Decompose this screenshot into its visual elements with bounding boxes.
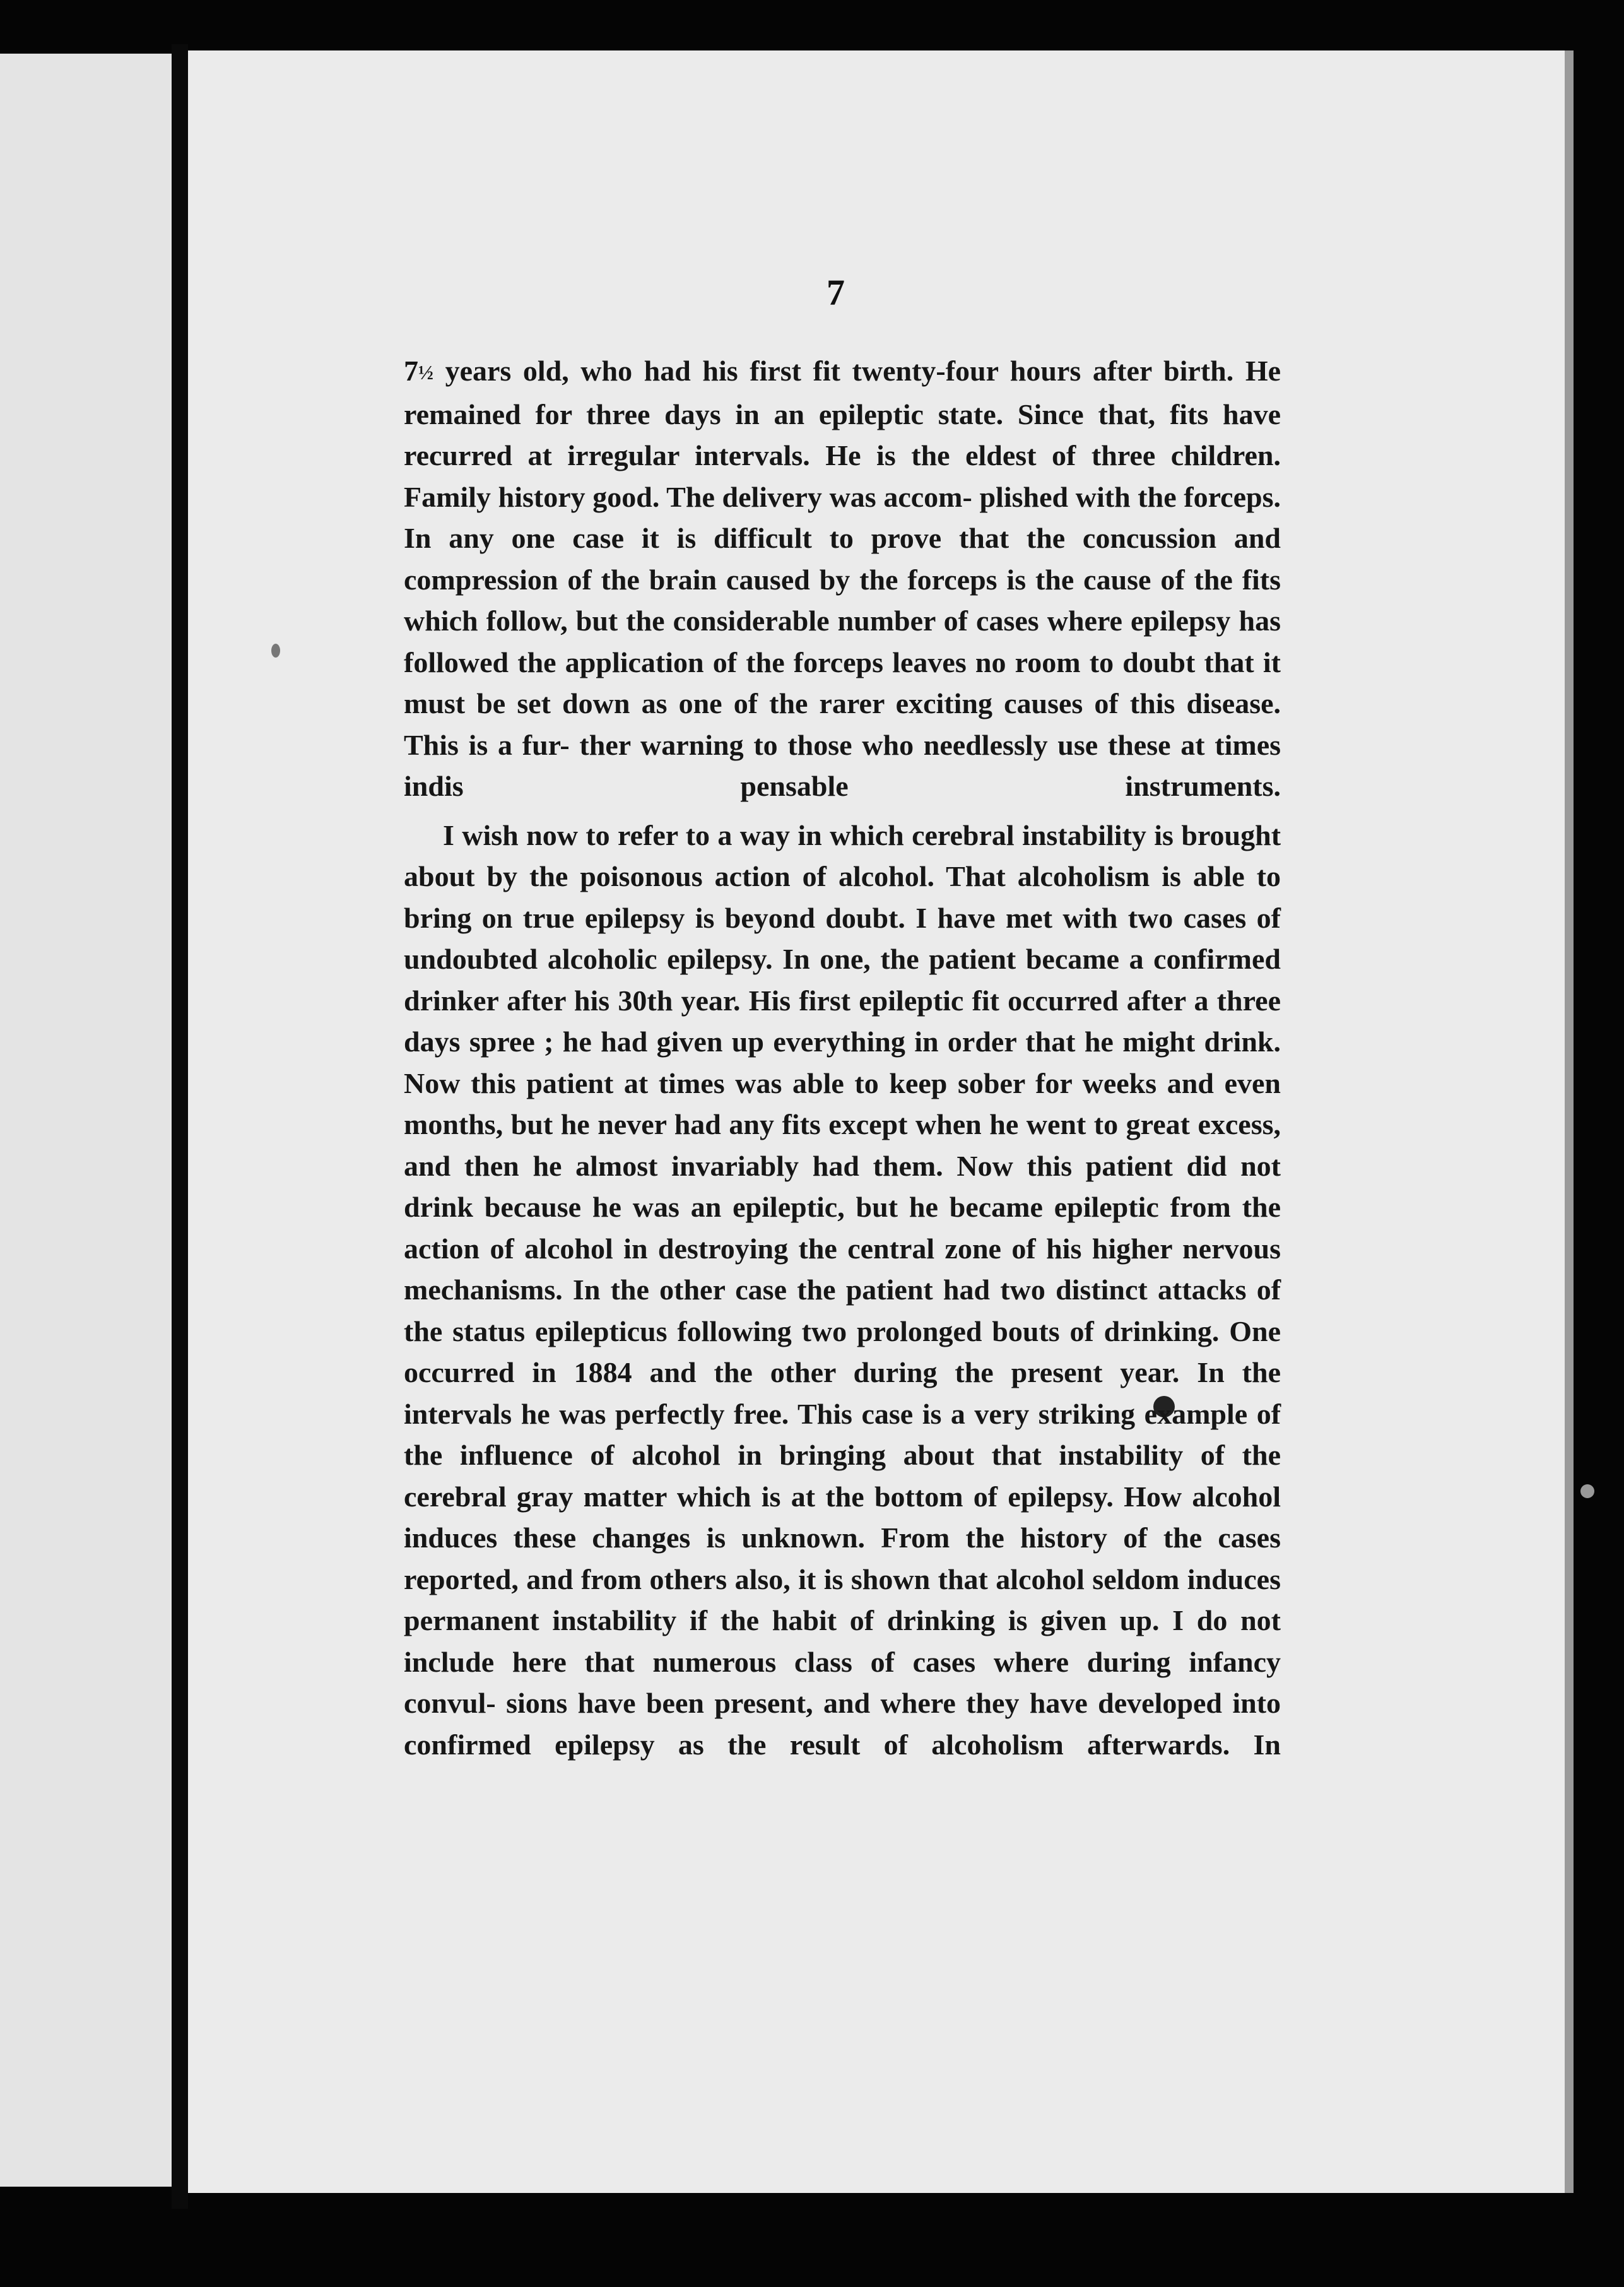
page-edge-shadow <box>1565 50 1574 2193</box>
text-line: is unknown. From the history of the cases reported, and from <box>404 1522 1281 1595</box>
text-line: that the concussion and compression of the brain caused by the <box>404 522 1281 596</box>
text-line: fits have recurred at irregular intervals. He is the eldest of <box>404 398 1281 471</box>
text-line: ther warning to those who needlessly use these at times indis <box>404 728 1281 802</box>
text-line: three children. Family history good. The delivery was accom- <box>404 439 1281 513</box>
text-line: others also, it is shown that alcohol seldom induces permanent <box>404 1563 1281 1636</box>
text-line: he never had any fits except when he went to great excess, and <box>404 1108 1281 1182</box>
text-line: number of cases where epilepsy has followed the application of <box>404 605 1281 678</box>
text-line: distinct attacks of the status epilepticus following two prolonged <box>404 1274 1281 1347</box>
page-number: 7 <box>827 272 845 313</box>
text-line: bringing about that instability of the cerebral gray matter which <box>404 1439 1281 1513</box>
text-line: up everything in order that he might drink. Now this patient <box>404 1025 1281 1099</box>
text-line: at times was able to keep sober for weeks and even months, but <box>404 1067 1281 1140</box>
text-line: brought about by the poisonous action of alcohol. That alcoholism <box>404 818 1281 892</box>
text-line: the forceps leaves no room to doubt that it must be set down as <box>404 646 1281 719</box>
text-line: plished with the forceps. In any one case it is difficult to prove <box>404 480 1281 554</box>
text-line: He remained for three days in an epileptic state. Since that, <box>404 355 1281 430</box>
text-line: is able to bring on true epilepsy is beyond doubt. I have met <box>404 860 1281 934</box>
book-binding-gutter <box>172 44 188 2209</box>
text-line: instability if the habit of drinking is given up. I do not include <box>404 1604 1281 1678</box>
paragraph <box>404 815 1281 1766</box>
text-line: nervous mechanisms. In the other case the patient had two <box>404 1232 1281 1306</box>
text-line: here that numerous class of cases where during infancy convul- <box>404 1645 1281 1719</box>
text-line: is at the bottom of epilepsy. How alcohol induces these changes <box>404 1480 1281 1554</box>
text-line: confirmed epilepsy as the result of alcoholism afterwards. In <box>404 1728 1281 1761</box>
text-line: forceps is the cause of the fits which follow, but the considerable <box>404 563 1281 637</box>
text-line: case is a very striking example of the influence of alcohol in <box>404 1397 1281 1471</box>
page-body-text <box>404 350 1281 1765</box>
text-line: the present year. In the intervals he was perfectly free. This <box>404 1356 1281 1430</box>
text-line: sions have been present, and where they have developed into <box>506 1687 1281 1719</box>
text-line: then he almost invariably had them. Now this patient did not <box>464 1149 1281 1182</box>
fraction-half: ½ <box>418 361 433 384</box>
text-line: 7 <box>404 355 418 387</box>
text-line: the action of alcohol in destroying the central zone of his higher <box>404 1191 1281 1265</box>
scan-speck <box>1580 1484 1594 1498</box>
text-line: with two cases of undoubted alcoholic epilepsy. In one, the <box>404 901 1281 975</box>
text-line: pensable instruments. <box>740 770 1281 802</box>
text-line: years old, who had his first fit twenty-four hours after birth. <box>433 355 1234 387</box>
text-line: I wish now to refer to a way in which cerebral instability is <box>443 818 1174 851</box>
scan-speck <box>271 644 280 658</box>
paragraph <box>404 350 1281 807</box>
text-line: drink because he was an epileptic, but he became epileptic from <box>404 1191 1231 1223</box>
text-line: one of the rarer exciting causes of this disease. This is a fur- <box>404 687 1281 761</box>
text-line: patient became a confirmed drinker after his 30th year. His <box>404 943 1281 1017</box>
text-line: first epileptic fit occurred after a three days spree ; he had given <box>404 984 1281 1058</box>
text-line: bouts of drinking. One occurred in 1884 and the other during <box>404 1315 1281 1388</box>
facing-page-edge <box>0 54 172 2187</box>
